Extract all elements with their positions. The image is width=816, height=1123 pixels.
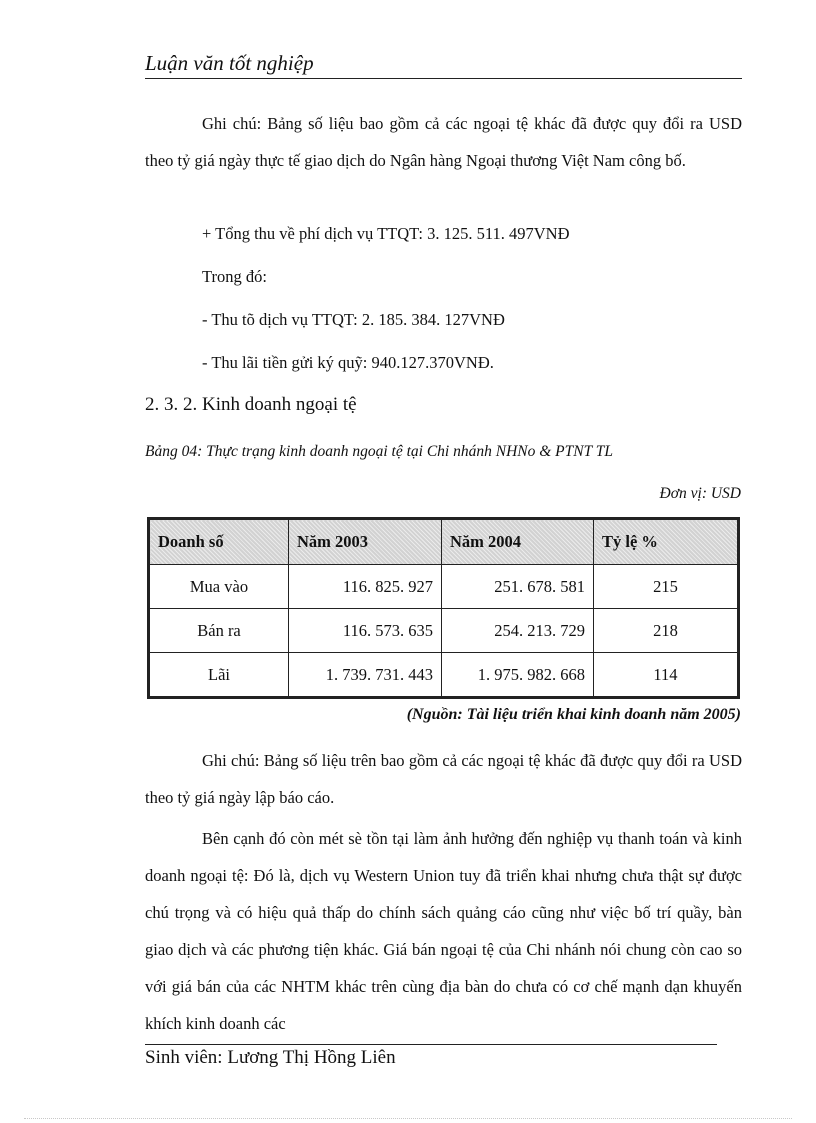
note-paragraph-1: Ghi chú: Bảng số liệu bao gồm cả các ngoại tệ khác đã được quy đổi ra USD theo tỷ giá ngày thực tế giao dịch do Ngân hàng Ngoại thương Việt Nam công bố. <box>145 114 742 170</box>
table-cell: 114 <box>594 653 738 697</box>
table-caption: Bảng 04: Thực trạng kinh doanh ngoại tệ tại Chi nhánh NHNo & PTNT TL <box>145 443 614 460</box>
header-cell: Năm 2003 <box>289 520 442 565</box>
service-fee-line: - Thu tõ dịch vụ TTQT: 2. 185. 384. 127VNĐ <box>202 310 505 329</box>
table-cell: 116. 825. 927 <box>289 565 442 609</box>
unit-label: Đơn vị: USD <box>659 485 741 502</box>
header-cell: Tỷ lệ % <box>594 520 738 565</box>
table-cell: 254. 213. 729 <box>442 609 594 653</box>
table-cell: 251. 678. 581 <box>442 565 594 609</box>
page-bottom-border <box>24 1118 792 1119</box>
forex-table <box>147 517 740 699</box>
table-cell: 215 <box>594 565 738 609</box>
table-cell: 1. 739. 731. 443 <box>289 653 442 697</box>
section-title: 2. 3. 2. Kinh doanh ngoại tệ <box>145 394 357 415</box>
table-header-row <box>150 520 738 565</box>
in-which-line: Trong đó: <box>202 267 267 286</box>
table-row <box>150 609 738 653</box>
footer-divider <box>145 1044 717 1045</box>
total-fee-line: + Tổng thu về phí dịch vụ TTQT: 3. 125. 511. 497VNĐ <box>202 224 570 243</box>
page-header: Luận văn tốt nghiệp <box>145 48 742 79</box>
table-cell: 116. 573. 635 <box>289 609 442 653</box>
note-paragraph-2: Ghi chú: Bảng số liệu trên bao gồm cả các ngoại tệ khác đã được quy đổi ra USD theo tỷ giá ngày lập báo cáo. <box>145 751 742 807</box>
body-paragraph: Bên cạnh đó còn mét sè tồn tại làm ảnh hưởng đến nghiệp vụ thanh toán và kinh doanh ngoại tệ: Đó là, dịch vụ Western Union tuy đã triển khai nhưng chưa thật sự được chú trọng và có hiệu quả thấp do chính sách quảng cáo cũng như việc bố trí quầy, bàn giao dịch và các phương tiện khác. Giá bán ngoại tệ của Chi nhánh nói chung còn cao so với giá bán của các NHTM khác trên cùng địa bàn do chưa có cơ chế mạnh dạn khuyến khích kinh doanh các <box>145 829 742 1033</box>
header-cell: Doanh số <box>150 520 289 565</box>
deposit-interest-line: - Thu lãi tiền gửi ký quỹ: 940.127.370VNĐ. <box>202 353 494 372</box>
footer-student: Sinh viên: Lương Thị Hồng Liên <box>145 1047 396 1068</box>
table-cell: 1. 975. 982. 668 <box>442 653 594 697</box>
table-cell: Bán ra <box>150 609 289 653</box>
source-note: (Nguồn: Tài liệu triển khai kinh doanh năm 2005) <box>406 706 741 723</box>
table-row <box>150 565 738 609</box>
header-cell: Năm 2004 <box>442 520 594 565</box>
table-cell: Lãi <box>150 653 289 697</box>
table-cell: Mua vào <box>150 565 289 609</box>
table-cell: 218 <box>594 609 738 653</box>
table-row <box>150 653 738 697</box>
